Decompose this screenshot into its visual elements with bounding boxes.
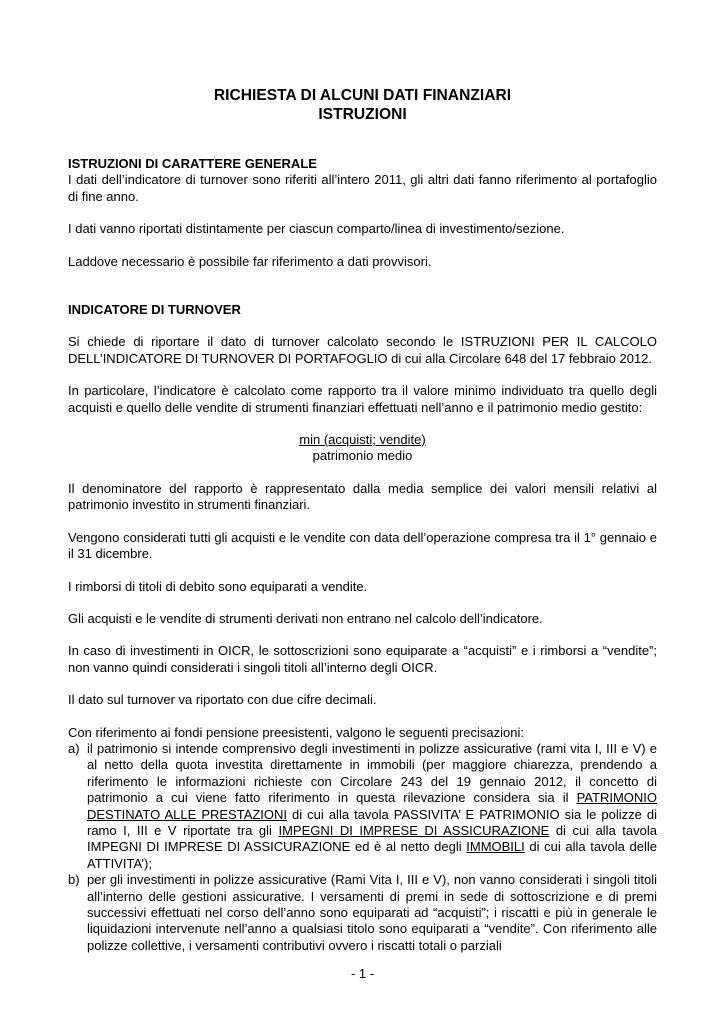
- paragraph: Il dato sul turnover va riportato con due cifre decimali.: [68, 692, 377, 708]
- list-item-text: per gli investimenti in polizze assicurative (Rami Vita I, III e V), non vanno considerati i singoli titoli all’interno delle gestioni assicurative. I versamenti di premi in sede di sottoscrizione e di premi successivi effettuati nel corso dell’anno sono equiparati ad “acquisti”; i riscatti e più in generale le liquidazioni intervenute nell’anno a qualsiasi titolo sono equiparati a “vendite”. Con riferimento alle polizze collettive, i versamenti contributivi ovvero i riscatti totali o parziali: [87, 872, 657, 953]
- underlined-term: IMMOBILI: [466, 839, 525, 855]
- paragraph: I rimborsi di titoli di debito sono equiparati a vendite.: [68, 578, 368, 594]
- paragraph: I dati dell’indicatore di turnover sono riferiti all’intero 2011, gli altri dati fanno riferimento al portafoglio di fine anno.: [68, 172, 657, 204]
- page-number: - 1 -: [350, 966, 375, 981]
- paragraph: In particolare, l’indicatore è calcolato come rapporto tra il valore minimo individuato tra quello degli acquisti e quello delle vendite di strumenti finanziari effettuati nell’anno e il patrimonio medio gestito:: [68, 383, 657, 415]
- paragraph: Gli acquisti e le vendite di strumenti derivati non entrano nel calcolo dell’indicatore.: [68, 610, 543, 626]
- list-item-text: di cui alla tavola PASSIVITA’ E PATRIMONIO sia le polizze di ramo I, III e V riportate tra gli: [87, 806, 657, 838]
- document-title-line2: ISTRUZIONI: [318, 106, 407, 123]
- paragraph: Laddove necessario è possibile far riferimento a dati provvisori.: [68, 253, 432, 269]
- list-item-text: di cui alla tavola IMPEGNI DI IMPRESE DI ASSICURAZIONE ed è al netto degli: [87, 822, 657, 855]
- section-heading-general: ISTRUZIONI DI CARATTERE GENERALE: [68, 156, 317, 171]
- paragraph: I dati vanno riportati distintamente per ciascun comparto/linea di investimento/sezione.: [68, 221, 565, 237]
- paragraph: Con riferimento ai fondi pensione preesistenti, valgono le seguenti precisazioni:: [68, 724, 524, 740]
- turnover-formula: [68, 432, 657, 465]
- section-heading-turnover: INDICATORE DI TURNOVER: [68, 302, 241, 318]
- list-item: [68, 741, 657, 872]
- paragraph: Si chiede di riportare il dato di turnover calcolato secondo le ISTRUZIONI PER IL CALCOLO DELL’INDICATORE DI TURNOVER DI PORTAFOGLIO di cui alla Circolare 648 del 17 febbraio 2012.: [68, 334, 657, 366]
- list-item-text: il patrimonio si intende comprensivo degli investimenti in polizze assicurative (rami vita I, III e V) e al netto della quota investita direttamente in immobili (per maggiore chiarezza, prendendo a riferimento le informazioni richieste con Circolare 243 del 19 gennaio 2012, il concetto di patrimonio a cui viene fatto riferimento in questa rilevazione considera sia il: [87, 740, 657, 806]
- paragraph: Vengono considerati tutti gli acquisti e le vendite con data dell’operazione compresa tra il 1° gennaio e il 31 dicembre.: [68, 529, 657, 562]
- underlined-term: IMPEGNI DI IMPRESE DI ASSICURAZIONE: [278, 822, 550, 838]
- list-item-text: di cui alla tavola delle ATTIVITA’);: [87, 839, 657, 871]
- document-page: [68, 86, 657, 954]
- precisazioni-list: [68, 741, 657, 954]
- underlined-term: PATRIMONIO DESTINATO ALLE PRESTAZIONI: [87, 790, 657, 822]
- paragraph: Il denominatore del rapporto è rappresentato dalla media semplice dei valori mensili relativi al patrimonio investito in strumenti finanziari.: [68, 480, 657, 513]
- formula-numerator: min (acquisti; vendite): [299, 432, 426, 448]
- list-marker: a): [68, 740, 80, 756]
- document-title-line1: RICHIESTA DI ALCUNI DATI FINANZIARI: [213, 87, 512, 104]
- paragraph: In caso di investimenti in OICR, le sottoscrizioni sono equiparate a “acquisti” e i rimborsi a “vendite”; non vanno quindi considerati i singoli titoli all’interno degli OICR.: [68, 643, 657, 675]
- list-marker: b): [68, 872, 80, 888]
- list-item: [68, 872, 657, 954]
- formula-denominator: patrimonio medio: [312, 448, 413, 464]
